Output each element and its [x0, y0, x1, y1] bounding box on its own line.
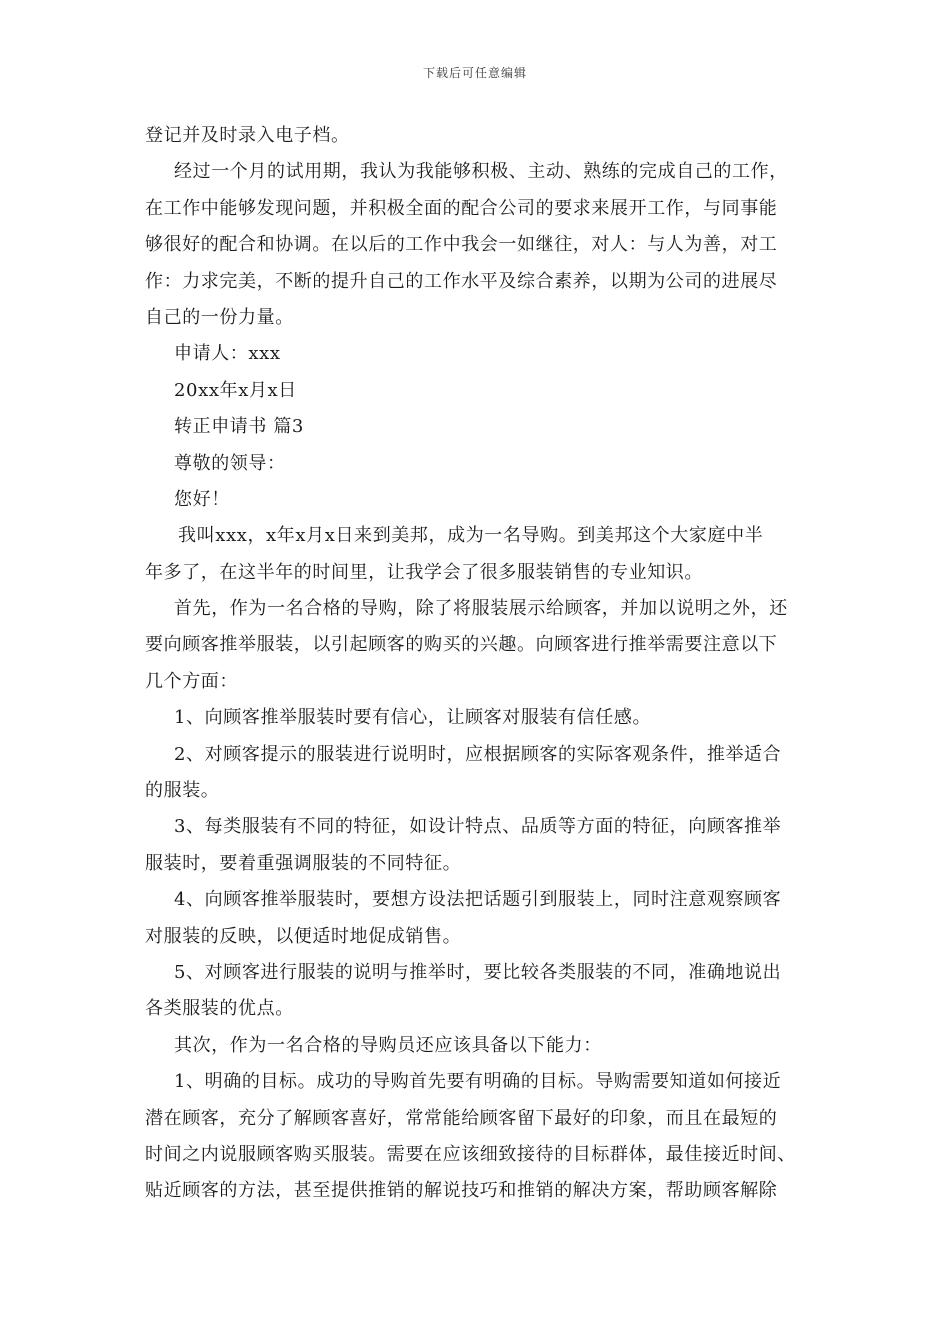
text-line: 对服装的反映，以便适时地促成销售。 — [145, 925, 462, 947]
text-line: 4、向顾客推举服装时，要想方设法把话题引到服装上，同时注意观察顾客 — [174, 889, 782, 911]
text-line: 年多了，在这半年的时间里，让我学会了很多服装销售的专业知识。 — [145, 561, 703, 583]
text-line: 时间之内说服顾客购买服装。需要在应该细致接待的目标群体，最佳接近时间、 — [145, 1143, 796, 1165]
text-line: 其次，作为一名合格的导购员还应该具备以下能力： — [174, 1034, 602, 1056]
text-line: 的服装。 — [145, 780, 220, 802]
document-body — [145, 118, 813, 1210]
text-line: 贴近顾客的方法，甚至提供推销的解说技巧和推销的解决方案，帮助顾客解除 — [145, 1180, 778, 1202]
text-line: 首先，作为一名合格的导购，除了将服装展示给顾客，并加以说明之外，还 — [174, 598, 788, 620]
text-line: 够很好的配合和协调。在以后的工作中我会一如继往，对人：与人为善，对工 — [145, 234, 778, 256]
text-line: 3、每类服装有不同的特征，如设计特点、品质等方面的特征，向顾客推举 — [174, 816, 782, 838]
text-line: 几个方面： — [145, 670, 238, 692]
text-line: 20xx年x月x日 — [174, 379, 297, 401]
text-line: 2、对顾客提示的服装进行说明时，应根据顾客的实际客观条件，推举适合 — [174, 743, 782, 765]
text-line: 1、向顾客推举服装时要有信心，让顾客对服装有信任感。 — [174, 707, 652, 729]
text-line: 经过一个月的试用期，我认为我能够积极、主动、熟练的完成自己的工作， — [174, 161, 788, 183]
text-line: 在工作中能够发现问题，并积极全面的配合公司的要求来展开工作，与同事能 — [145, 197, 778, 219]
text-line: 各类服装的优点。 — [145, 998, 294, 1020]
text-line: 潜在顾客，充分了解顾客喜好，常常能给顾客留下最好的印象，而且在最短的 — [145, 1107, 778, 1129]
text-line: 1、明确的目标。成功的导购首先要有明确的目标。导购需要知道如何接近 — [174, 1071, 782, 1093]
page-header: 下载后可任意编辑 — [422, 66, 527, 80]
text-line: 转正申请书 篇3 — [174, 416, 304, 438]
text-line: 我叫xxx，x年x月x日来到美邦，成为一名导购。到美邦这个大家庭中半 — [178, 525, 764, 547]
text-line: 登记并及时录入电子档。 — [145, 125, 350, 146]
text-line: 自己的一份力量。 — [145, 306, 294, 328]
text-line: 申请人：xxx — [174, 343, 281, 365]
text-line: 尊敬的领导： — [174, 452, 286, 474]
text-line: 要向顾客推举服装，以引起顾客的购买的兴趣。向顾客进行推举需要注意以下 — [145, 634, 778, 656]
text-line: 5、对顾客进行服装的说明与推举时，要比较各类服装的不同，准确地说出 — [174, 961, 782, 983]
text-line: 您好！ — [174, 488, 230, 510]
text-line: 服装时，要着重强调服装的不同特征。 — [145, 852, 462, 874]
text-line: 作：力求完美，不断的提升自己的工作水平及综合素养，以期为公司的进展尽 — [145, 270, 778, 292]
